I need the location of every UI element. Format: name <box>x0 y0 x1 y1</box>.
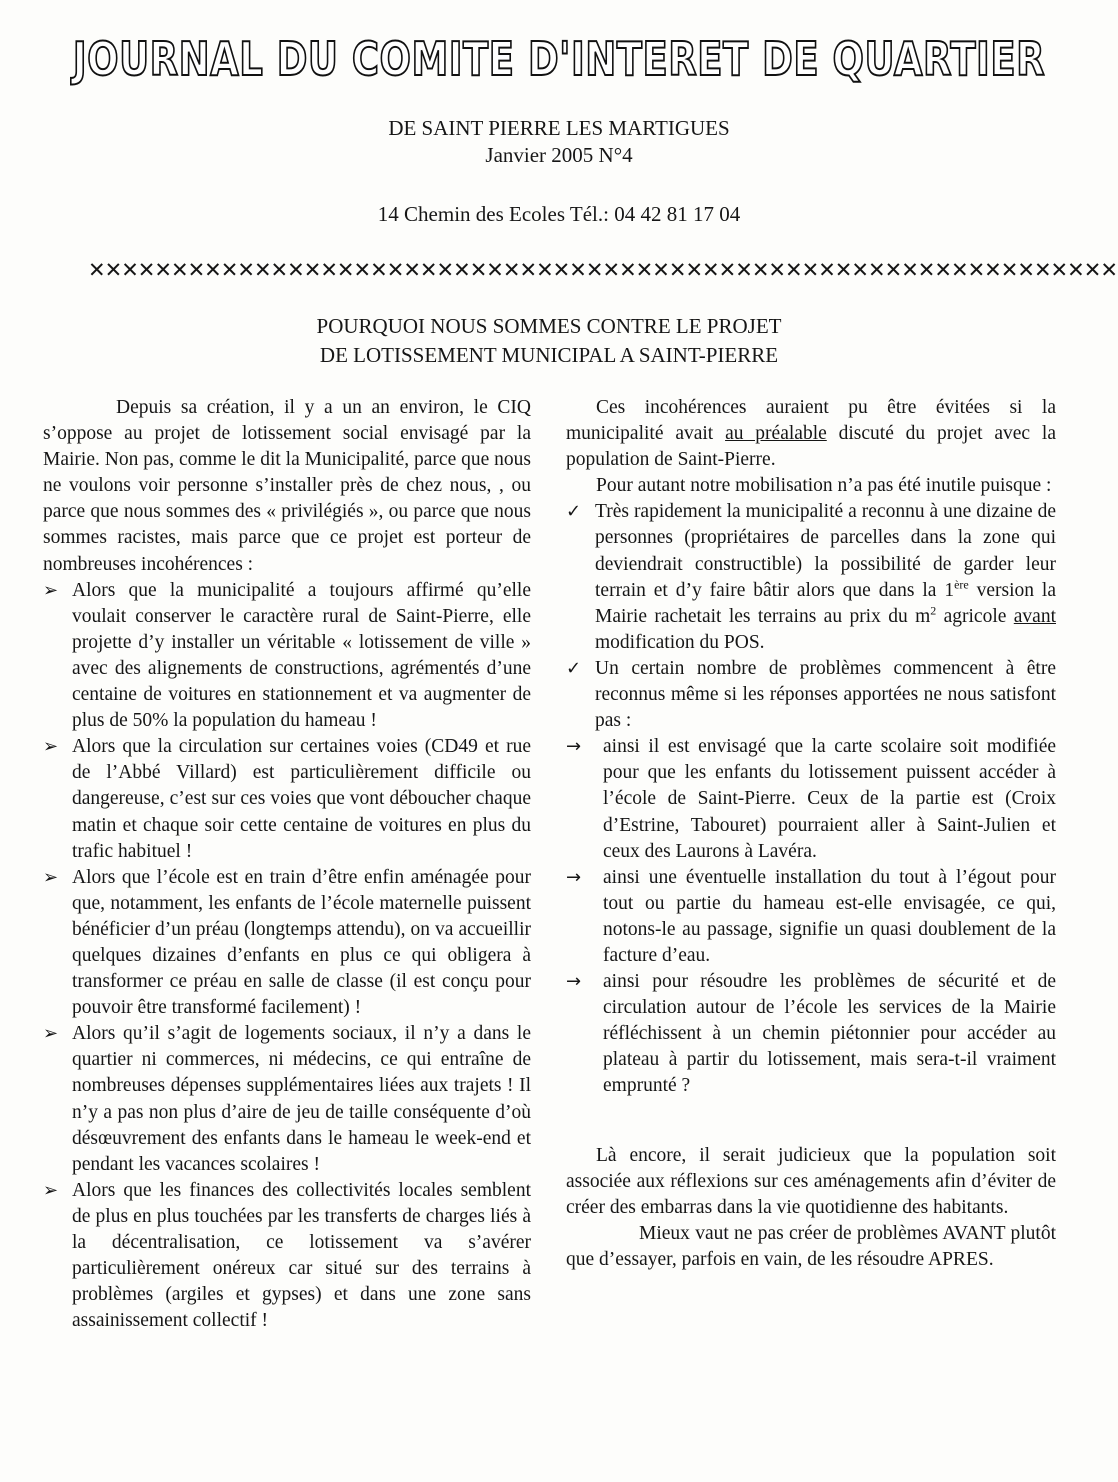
list-item <box>43 1021 531 1178</box>
headline-line-2: DE LOTISSEMENT MUNICIPAL A SAINT-PIERRE <box>319 343 779 367</box>
paragraph-conclusion: Mieux vaut ne pas créer de problèmes AVANT plutôt que d’essayer, parfois en vain, de les résoudre APRES. <box>566 1222 1056 1270</box>
paragraph-la-encore: Là encore, il serait judicieux que la population soit associée aux réflexions sur ces aménagements afin d’éviter de créer des embarras dans la vie quotidienne des habitants. <box>566 1144 1056 1218</box>
left-column <box>43 395 531 1334</box>
list-item <box>43 1178 531 1335</box>
underlined-prealable: au préalable <box>725 423 827 445</box>
journal-masthead: JOURNAL DU COMITE D'INTERET DE QUARTIER <box>72 32 1046 87</box>
underlined-avant: avant <box>1013 605 1057 627</box>
arrow-item: → ainsi pour résoudre les problèmes de sécurité et de circulation autour de l’école les services de la Mairie réfléchissent à un chemin piétonnier pour accéder au plateau à partir du lotissement, mais sera-t-il vraiment emprunté ? <box>566 971 1056 1097</box>
arrowhead-bullet-icon: ➢ <box>43 866 59 888</box>
paragraph-incoherences: Ces incohérences auraient pu être évitées si la municipalité avait au préalable discuté du projet avec la population de Saint-Pierre. <box>566 397 1056 471</box>
article-headline <box>0 312 1098 370</box>
intro-paragraph: Depuis sa création, il y a un an environ, le CIQ s’oppose au projet de lotissement social envisagé par la Mairie. Non pas, comme le dit la Municipalité, parce que nous ne voulons voir personne s’installer près de chez nous, , ou parce que nous sommes des « privilégiés », ou parce que nous sommes racistes, mais parce que ce projet est porteur de nombreuses incohérences : <box>43 397 531 575</box>
arrow-item: → ainsi il est envisagé que la carte scolaire soit modifiée pour que les enfants du lotissement puissent accéder à l’école de Saint-Pierre. Ceux de la partie est (Croix d’Estrine, Tabouret) pourraient aller à Saint-Julien et ceux des Laurons à Lavéra. <box>566 736 1056 862</box>
right-arrow-icon: → <box>566 736 582 758</box>
arrowhead-bullet-icon: ➢ <box>43 1179 59 1201</box>
list-item-text: Alors qu’il s’agit de logements sociaux, il n’y a dans le quartier ni commerces, ni médecins, ce qui entraîne de nombreuses dépenses supplémentaires liées aux trajets ! Il n’y a pas non plus d’aire de jeu de taille conséquente d’où désœuvrement des enfants dans le hameau le week-end et pendant les vacances scolaires ! <box>72 1023 531 1175</box>
checkmark-icon: ✓ <box>566 501 582 523</box>
headline-line-1: POURQUOI NOUS SOMMES CONTRE LE PROJET <box>316 314 782 338</box>
check-item: ✓ Très rapidement la municipalité a reconnu à une dizaine de personnes (propriétaires de parcelles dans la zone qui deviendrait constructible) la possibilité de garder leur terrain et d’y faire bâtir alors que dans la 1ère version la Mairie rachetait les terrains au prix du $m^2$ agricole avant modification du POS. <box>566 501 1057 653</box>
right-column <box>566 395 1056 1273</box>
check-item: ✓ Un certain nombre de problèmes commencent à être reconnus même si les réponses apportées ne nous satisfont pas : <box>566 657 1056 732</box>
decorative-border: ✕✕✕✕✕✕✕✕✕✕✕✕✕✕✕✕✕✕✕✕✕✕✕✕✕✕✕✕✕✕✕✕✕✕✕✕✕✕✕✕✕✕✕✕✕✕✕✕✕✕✕✕✕✕✕✕✕✕✕✕✕✕ <box>88 258 1117 282</box>
list-item <box>43 578 531 735</box>
list-item <box>43 865 531 1022</box>
subtitle-address: 14 Chemin des Ecoles Tél.: 04 42 81 17 04 <box>377 202 741 226</box>
right-arrow-icon: → <box>566 866 582 888</box>
checkmark-icon: ✓ <box>566 657 582 679</box>
list-item-text: Alors que la circulation sur certaines voies (CD49 et rue de l’Abbé Villard) est particulièrement difficile ou dangereuse, c’est sur ces voies que vont déboucher chaque matin et chaque soir cette centaine de voitures en plus du trafic habituel ! <box>72 736 531 862</box>
list-item <box>43 734 531 864</box>
list-item-text: Alors que l’école est en train d’être enfin aménagée pour que, notamment, les enfants de l’école maternelle puissent bénéficier d’un préau (longtemps attendu), on va accueillir quelques dizaines d’enfants en plus ce qui obligera à transformer ce préau en salle de classe (il est conçu pour pouvoir être transformé facilement) ! <box>72 866 531 1019</box>
paragraph-mobilisation: Pour autant notre mobilisation n’a pas été inutile puisque : <box>596 475 1052 497</box>
list-item-text: Alors que les finances des collectivités locales semblent de plus en plus touchées par les transferts de charges liés à la décentralisation, ce lotissement va s’avérer particulièrement onéreux car situé sur des terrains à problèmes (argiles et gypses) et dans une zone sans assainissement collectif ! <box>72 1179 531 1332</box>
arrow-item: → ainsi une éventuelle installation du tout à l’égout pour tout ou partie du hameau est-elle envisagée, ce qui, notons-le au passage, signifie un quasi doublement de la facture d’eau. <box>566 866 1056 966</box>
paragraph-gap <box>566 1100 1056 1143</box>
arrowhead-bullet-icon: ➢ <box>43 579 59 601</box>
subtitle-town: DE SAINT PIERRE LES MARTIGUES <box>388 116 730 140</box>
arrowhead-bullet-icon: ➢ <box>43 1023 59 1045</box>
subtitle-issue: Janvier 2005 N°4 <box>485 143 633 167</box>
list-item-text: Alors que la municipalité a toujours affirmé qu’elle voulait conserver le caractère rural de Saint-Pierre, elle projette d’y installer un véritable « lotissement de ville » avec des alignements de constructions, agrémentés d’une centaine de voitures en stationnement et va augmenter de plus de 50% la population du hameau ! <box>72 579 531 732</box>
right-arrow-icon: → <box>566 971 582 993</box>
arrowhead-bullet-icon: ➢ <box>43 736 59 758</box>
